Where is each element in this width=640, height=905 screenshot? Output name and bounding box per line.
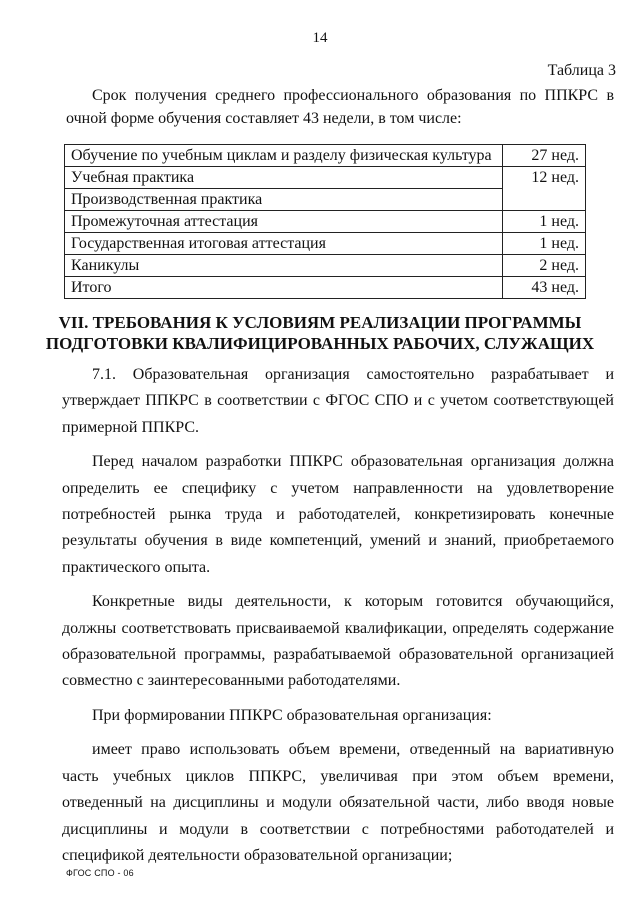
paragraph: имеет право использовать объем времени, отведенный на вариативную часть учебных циклов ППКРС, увеличивая при этом объем времени, отведенный на дисциплины и модули обязательной части, либо вводя новые дисциплины и модули в соответствии с потребностями работодателей и спецификой деятельности образовательной организации; (62, 741, 614, 864)
intro-paragraph (66, 84, 614, 130)
table-row (65, 145, 586, 167)
row-label: Каникулы (65, 255, 503, 277)
study-term-table (64, 144, 586, 299)
section-title-line-1: VII. ТРЕБОВАНИЯ К УСЛОВИЯМ РЕАЛИЗАЦИИ ПРОГРАММЫ (58, 313, 582, 332)
row-label: Обучение по учебным циклам и разделу физическая культура (65, 145, 503, 167)
table-row (65, 277, 586, 299)
row-label: Государственная итоговая аттестация (65, 233, 503, 255)
row-value: 1 нед. (503, 233, 586, 255)
table-row (65, 211, 586, 233)
row-label: Итого (65, 277, 503, 299)
row-value: 2 нед. (503, 255, 586, 277)
page-number: 14 (312, 30, 328, 46)
row-value: 1 нед. (503, 211, 586, 233)
section-title (40, 312, 600, 354)
paragraph: Перед началом разработки ППКРС образовательная организация должна определить ее специфику с учетом направленности на удовлетворение потребностей рынка труда и работодателей, конкретизировать конечные результаты обучения в виде компетенций, умений и знаний, приобретаемого практического опыта. (62, 453, 614, 576)
paragraph: 7.1. Образовательная организация самостоятельно разрабатывает и утверждает ППКРС в соответствии с ФГОС СПО и с учетом соответствующей примерной ППКРС. (62, 366, 614, 436)
row-value: 43 нед. (503, 277, 586, 299)
row-value: 12 нед. (503, 167, 586, 211)
body-text (62, 362, 614, 877)
table-row (65, 167, 586, 189)
row-label: Промежуточная аттестация (65, 211, 503, 233)
paragraph: Конкретные виды деятельности, к которым готовится обучающийся, должны соответствовать присваиваемой квалификации, определять содержание образовательной программы, разрабатываемой образовательной организацией совместно с заинтересованными работодателями. (62, 593, 614, 690)
section-title-line-2: ПОДГОТОВКИ КВАЛИФИЦИРОВАННЫХ РАБОЧИХ, СЛУЖАЩИХ (45, 334, 595, 353)
row-label: Производственная практика (65, 189, 503, 211)
table-row (65, 233, 586, 255)
intro-text: Срок получения среднего профессионального образования по ППКРС в очной форме обучения составляет 43 недели, в том числе: (66, 87, 614, 127)
footer-code: ФГОС СПО - 06 (66, 868, 134, 878)
row-value: 27 нед. (503, 145, 586, 167)
row-label: Учебная практика (65, 167, 503, 189)
table-caption: Таблица 3 (547, 62, 616, 79)
table-row (65, 255, 586, 277)
paragraph: При формировании ППКРС образовательная организация: (92, 706, 492, 724)
